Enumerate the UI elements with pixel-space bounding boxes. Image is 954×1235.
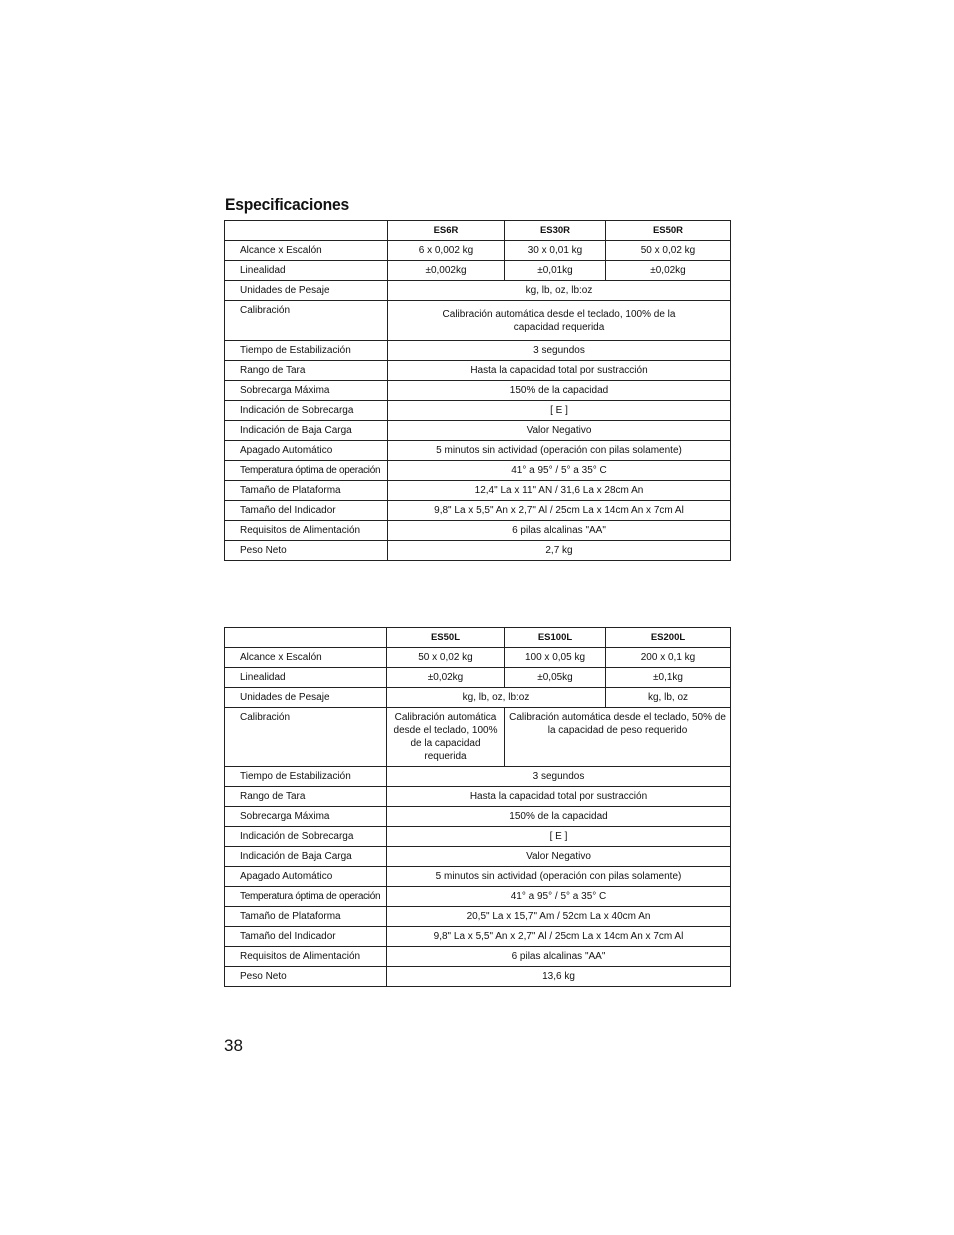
cell: ±0,02kg (606, 261, 731, 281)
row-label: Tamaño del Indicador (225, 927, 387, 947)
row-label: Rango de Tara (225, 361, 388, 381)
row-label: Unidades de Pesaje (225, 688, 387, 708)
cell: 6 pilas alcalinas "AA" (388, 521, 731, 541)
cell: ±0,02kg (387, 668, 505, 688)
table-header-row (225, 628, 731, 648)
table-row (225, 708, 731, 767)
cell: [ E ] (387, 827, 731, 847)
row-label: Tamaño de Plataforma (225, 907, 387, 927)
table-row (225, 421, 731, 441)
cell: 5 minutos sin actividad (operación con pilas solamente) (387, 867, 731, 887)
table-row (225, 441, 731, 461)
row-label: Apagado Automático (225, 441, 388, 461)
spec-table-es-l (224, 627, 731, 987)
row-label: Calibración (225, 708, 387, 767)
table-row (225, 501, 731, 521)
row-label: Tamaño de Plataforma (225, 481, 388, 501)
table-row (225, 688, 731, 708)
table-row (225, 807, 731, 827)
cell: 5 minutos sin actividad (operación con pilas solamente) (388, 441, 731, 461)
cell: Calibración automática desde el teclado, 50% de la capacidad de peso requerido (505, 708, 731, 767)
row-label: Tiempo de Estabilización (225, 767, 387, 787)
row-label: Tamaño del Indicador (225, 501, 388, 521)
table-row (225, 907, 731, 927)
table-row (225, 967, 731, 987)
row-label: Tiempo de Estabilización (225, 341, 388, 361)
header-cell: ES50L (387, 628, 505, 648)
cell: 13,6 kg (387, 967, 731, 987)
row-label: Sobrecarga Máxima (225, 807, 387, 827)
header-cell (225, 628, 387, 648)
cell: 100 x 0,05 kg (505, 648, 606, 668)
row-label: Indicación de Sobrecarga (225, 401, 388, 421)
row-label: Calibración (225, 301, 388, 341)
table-row (225, 261, 731, 281)
cell: 50 x 0,02 kg (606, 241, 731, 261)
table-row (225, 541, 731, 561)
cell: 41° a 95° / 5° a 35° C (388, 461, 731, 481)
table-row (225, 361, 731, 381)
cell: 150% de la capacidad (387, 807, 731, 827)
table-row (225, 648, 731, 668)
header-cell (225, 221, 388, 241)
cell: 3 segundos (387, 767, 731, 787)
table-row (225, 927, 731, 947)
table-row (225, 521, 731, 541)
row-label: Temperatura óptima de operación (225, 887, 387, 907)
cell: 50 x 0,02 kg (387, 648, 505, 668)
cell: kg, lb, oz, lb:oz (387, 688, 606, 708)
table-row (225, 301, 731, 341)
cell: ±0,01kg (505, 261, 606, 281)
cell: ±0,002kg (388, 261, 505, 281)
table-header-row (225, 221, 731, 241)
table-row (225, 281, 731, 301)
row-label: Unidades de Pesaje (225, 281, 388, 301)
cell: [ E ] (388, 401, 731, 421)
table-row (225, 341, 731, 361)
row-label: Sobrecarga Máxima (225, 381, 388, 401)
header-cell: ES6R (388, 221, 505, 241)
cell: 41° a 95° / 5° a 35° C (387, 887, 731, 907)
cell: 9,8" La x 5,5" An x 2,7" Al / 25cm La x 14cm An x 7cm Al (387, 927, 731, 947)
cell: 9,8" La x 5,5" An x 2,7" Al / 25cm La x 14cm An x 7cm Al (388, 501, 731, 521)
row-label: Peso Neto (225, 967, 387, 987)
row-label: Requisitos de Alimentación (225, 947, 387, 967)
row-label: Apagado Automático (225, 867, 387, 887)
cell: 200 x 0,1 kg (606, 648, 731, 668)
row-label: Peso Neto (225, 541, 388, 561)
header-cell: ES200L (606, 628, 731, 648)
table-row (225, 461, 731, 481)
page-number: 38 (224, 1036, 243, 1055)
row-label: Indicación de Baja Carga (225, 847, 387, 867)
row-label: Requisitos de Alimentación (225, 521, 388, 541)
cell: Valor Negativo (387, 847, 731, 867)
table-row (225, 847, 731, 867)
row-label: Temperatura óptima de operación (225, 461, 388, 481)
cell: Calibración automática desde el teclado, 100% de la capacidad requerida (387, 708, 505, 767)
table-row (225, 827, 731, 847)
row-label: Indicación de Baja Carga (225, 421, 388, 441)
page-title: Especificaciones (225, 195, 349, 214)
table-row (225, 401, 731, 421)
table-row (225, 767, 731, 787)
cell: 2,7 kg (388, 541, 731, 561)
cell: kg, lb, oz, lb:oz (388, 281, 731, 301)
table-row (225, 241, 731, 261)
table-row (225, 481, 731, 501)
table-row (225, 668, 731, 688)
table-row (225, 787, 731, 807)
header-cell: ES100L (505, 628, 606, 648)
cell: ±0,1kg (606, 668, 731, 688)
table-row (225, 867, 731, 887)
row-label: Linealidad (225, 261, 388, 281)
cell: 20,5" La x 15,7" Am / 52cm La x 40cm An (387, 907, 731, 927)
cell: 12,4" La x 11" AN / 31,6 La x 28cm An (388, 481, 731, 501)
row-label: Indicación de Sobrecarga (225, 827, 387, 847)
table-row (225, 887, 731, 907)
cell: ±0,05kg (505, 668, 606, 688)
cell: Hasta la capacidad total por sustracción (387, 787, 731, 807)
cell: 6 x 0,002 kg (388, 241, 505, 261)
cell: kg, lb, oz (606, 688, 731, 708)
cell: 150% de la capacidad (388, 381, 731, 401)
table-row (225, 381, 731, 401)
cell: Valor Negativo (388, 421, 731, 441)
cell: 3 segundos (388, 341, 731, 361)
table-row (225, 947, 731, 967)
cell: 30 x 0,01 kg (505, 241, 606, 261)
spec-table-es-r (224, 220, 731, 561)
row-label: Linealidad (225, 668, 387, 688)
row-label: Alcance x Escalón (225, 648, 387, 668)
cell: 6 pilas alcalinas "AA" (387, 947, 731, 967)
calibration-text: Calibración automática desde el teclado, 100% de la capacidad requerida (442, 308, 676, 333)
cell: Hasta la capacidad total por sustracción (388, 361, 731, 381)
row-label: Alcance x Escalón (225, 241, 388, 261)
header-cell: ES30R (505, 221, 606, 241)
cell (388, 301, 731, 341)
header-cell: ES50R (606, 221, 731, 241)
row-label: Rango de Tara (225, 787, 387, 807)
